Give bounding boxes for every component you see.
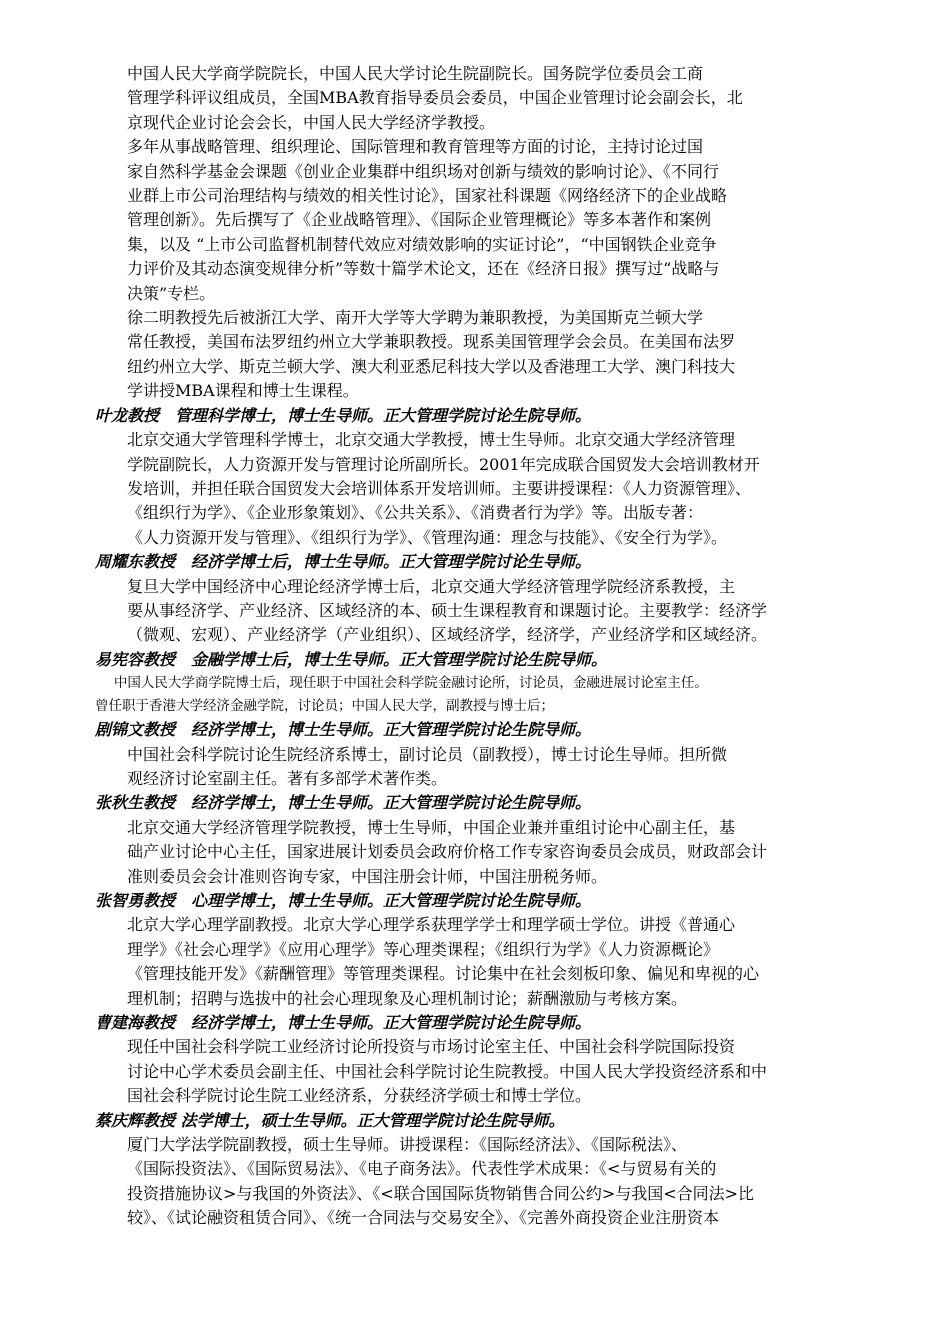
paragraph-line: 管理创新》。先后撰写了《企业战略管理》、《国际企业管理概论》等多本著作和案例 bbox=[127, 210, 712, 230]
body-paragraph bbox=[95, 1133, 860, 1231]
paragraph-line: 纽约州立大学、斯克兰顿大学、澳大利亚悉尼科技大学以及香港理工大学、澳门科技大 bbox=[127, 356, 736, 376]
paragraph-line: 决策”专栏。 bbox=[127, 283, 216, 303]
advisor-heading: 曹建海教授 经济学博士，博士生导师。正大管理学院讨论生院导师。 bbox=[95, 1013, 592, 1033]
paragraph-line: 管理学科评议组成员，全国MBA教育指导委员会委员，中国企业管理讨论会副会长，北 bbox=[127, 88, 743, 108]
paragraph-line: 发培训，并担任联合国贸发大会培训体系开发培训师。主要讲授课程：《人力资源管理》、 bbox=[127, 478, 752, 498]
advisor-heading: 蔡庆辉教授 法学博士，硕士生导师。正大管理学院讨论生院导师。 bbox=[95, 1110, 565, 1130]
body-paragraph bbox=[95, 135, 860, 306]
document-page bbox=[95, 62, 860, 1231]
paragraph-line: 厦门大学法学院副教授，硕士生导师。讲授课程：《国际经济法》、《国际税法》、 bbox=[127, 1135, 688, 1155]
paragraph-line: 北京大学心理学副教授。北京大学心理学系获理学学士和理学硕士学位。讲授《普通心 bbox=[127, 915, 736, 935]
paragraph-line: 常任教授，美国布法罗纽约州立大学兼职教授。现系美国管理学会会员。在美国布法罗 bbox=[127, 332, 736, 352]
paragraph-line: 曾任职于香港大学经济金融学院，讨论员；中国人民大学，副教授与博士后； bbox=[95, 698, 554, 715]
body-paragraph bbox=[95, 1035, 860, 1108]
paragraph-line: 《人力资源开发与管理》、《组织行为学》、《管理沟通：理念与技能》、《安全行为学》。 bbox=[127, 527, 728, 547]
paragraph-line: 中国社会科学院讨论生院经济系博士，副讨论员（副教授），博士讨论生导师。担所微 bbox=[127, 744, 728, 764]
paragraph-line: 础产业讨论中心主任，国家进展计划委员会政府价格工作专家咨询委员会成员，财政部会计 bbox=[127, 842, 768, 862]
paragraph-line: 现任中国社会科学院工业经济讨论所投资与市场讨论室主任、中国社会科学院国际投资 bbox=[127, 1037, 736, 1057]
paragraph-line: 多年从事战略管理、组织理论、国际管理和教育管理等方面的讨论，主持讨论过国 bbox=[127, 137, 704, 157]
advisor-heading: 剧锦文教授 经济学博士，博士生导师。正大管理学院讨论生院导师。 bbox=[95, 720, 592, 740]
paragraph-line: 家自然科学基金会课题《创业企业集群中组织场对创新与绩效的影响讨论》、《不同行 bbox=[127, 161, 720, 181]
paragraph-line: 徐二明教授先后被浙江大学、南开大学等大学聘为兼职教授，为美国斯克兰顿大学 bbox=[127, 308, 704, 328]
paragraph-line: 《国际投资法》、《国际贸易法》、《电子商务法》。代表性学术成果：《<与贸易有关的 bbox=[127, 1159, 717, 1179]
paragraph-line: 较》、《试论融资租赁合同》、《统一合同法与交易安全》、《完善外商投资企业注册资本 bbox=[127, 1208, 720, 1228]
paragraph-line: 观经济讨论室副主任。著有多部学术著作类。 bbox=[127, 768, 448, 788]
paragraph-line: 《管理技能开发》《薪酬管理》等管理类课程。讨论集中在社会刻板印象、偏见和卑视的心 bbox=[127, 964, 760, 984]
paragraph-line: 北京交通大学管理科学博士，北京交通大学教授，博士生导师。北京交通大学经济管理 bbox=[127, 430, 736, 450]
paragraph-line: 京现代企业讨论会会长，中国人民大学经济学教授。 bbox=[127, 112, 496, 132]
paragraph-line: 力评价及其动态演变规律分析”等数十篇学术论文，还在《经济日报》撰写过“战略与 bbox=[127, 259, 720, 279]
paragraph-line: 理学》《社会心理学》《应用心理学》等心理类课程；《组织行为学》《人力资源概论》 bbox=[127, 939, 720, 959]
paragraph-line: 复旦大学中国经济中心理论经济学博士后，北京交通大学经济管理学院经济系教授，主 bbox=[127, 576, 736, 596]
paragraph-line: 北京交通大学经济管理学院教授，博士生导师，中国企业兼并重组讨论中心副主任，基 bbox=[127, 817, 736, 837]
body-paragraph bbox=[95, 575, 860, 648]
paragraph-line: 理机制；招聘与选拔中的社会心理现象及心理机制讨论；薪酬激励与考核方案。 bbox=[127, 988, 688, 1008]
body-paragraph bbox=[95, 428, 860, 550]
paragraph-line: 要从事经济学、产业经济、区域经济的本、硕士生课程教育和课题讨论。主要教学：经济学 bbox=[127, 600, 768, 620]
paragraph-line: 中国人民大学商学院院长，中国人民大学讨论生院副院长。国务院学位委员会工商 bbox=[127, 64, 704, 83]
advisor-heading: 张智勇教授 心理学博士，博士生导师。正大管理学院讨论生院导师。 bbox=[95, 891, 592, 910]
paragraph-line: 学院副院长，人力资源开发与管理讨论所副所长。2001年完成联合国贸发大会培训教材开 bbox=[127, 454, 760, 474]
advisor-heading: 叶龙教授 管理科学博士，博士生导师。正大管理学院讨论生院导师。 bbox=[95, 405, 592, 425]
advisor-heading: 周耀东教授 经济学博士后，博士生导师。正大管理学院讨论生导师。 bbox=[95, 552, 592, 572]
small-paragraph bbox=[95, 672, 860, 718]
body-paragraph bbox=[95, 816, 860, 889]
paragraph-line: 业群上市公司治理结构与绩效的相关性讨论》，国家社科课题《网络经济下的企业战略 bbox=[127, 186, 728, 206]
paragraph-line: 投资措施协议>与我国的外资法》、《<联合国国际货物销售合同公约>与我国<合同法>比 bbox=[127, 1183, 755, 1203]
paragraph-line: 准则委员会会计准则咨询专家，中国注册会计师，中国注册税务师。 bbox=[127, 866, 608, 886]
paragraph-line: 国社会科学院讨论生院工业经济系，分获经济学硕士和博士学位。 bbox=[127, 1086, 592, 1106]
body-paragraph bbox=[95, 306, 860, 404]
paragraph-line: 讨论中心学术委员会副主任、中国社会科学院讨论生院教授。中国人民大学投资经济系和中 bbox=[127, 1061, 768, 1081]
paragraph-line: 集，以及 “上市公司监督机制替代效应对绩效影响的实证讨论”，“中国钢铁企业竞争 bbox=[127, 234, 717, 254]
paragraph-line: 《组织行为学》、《企业形象策划》、《公共关系》、《消费者行为学》等。出版专著： bbox=[127, 503, 704, 523]
advisor-heading: 张秋生教授 经济学博士，博士生导师。正大管理学院讨论生院导师。 bbox=[95, 793, 592, 813]
paragraph-line: 中国人民大学商学院博士后，现任职于中国社会科学院金融讨论所，讨论员，金融进展讨论室主任。 bbox=[113, 675, 708, 692]
body-paragraph bbox=[95, 913, 860, 1011]
paragraph-line: （微观、宏观）、产业经济学（产业组织）、区域经济学，经济学，产业经济学和区域经济。 bbox=[127, 625, 768, 645]
body-paragraph bbox=[95, 743, 860, 792]
advisor-heading: 易宪容教授 金融学博士后，博士生导师。正大管理学院讨论生院导师。 bbox=[95, 649, 608, 669]
body-paragraph bbox=[95, 62, 860, 135]
paragraph-line: 学讲授MBA课程和博士生课程。 bbox=[127, 381, 359, 401]
